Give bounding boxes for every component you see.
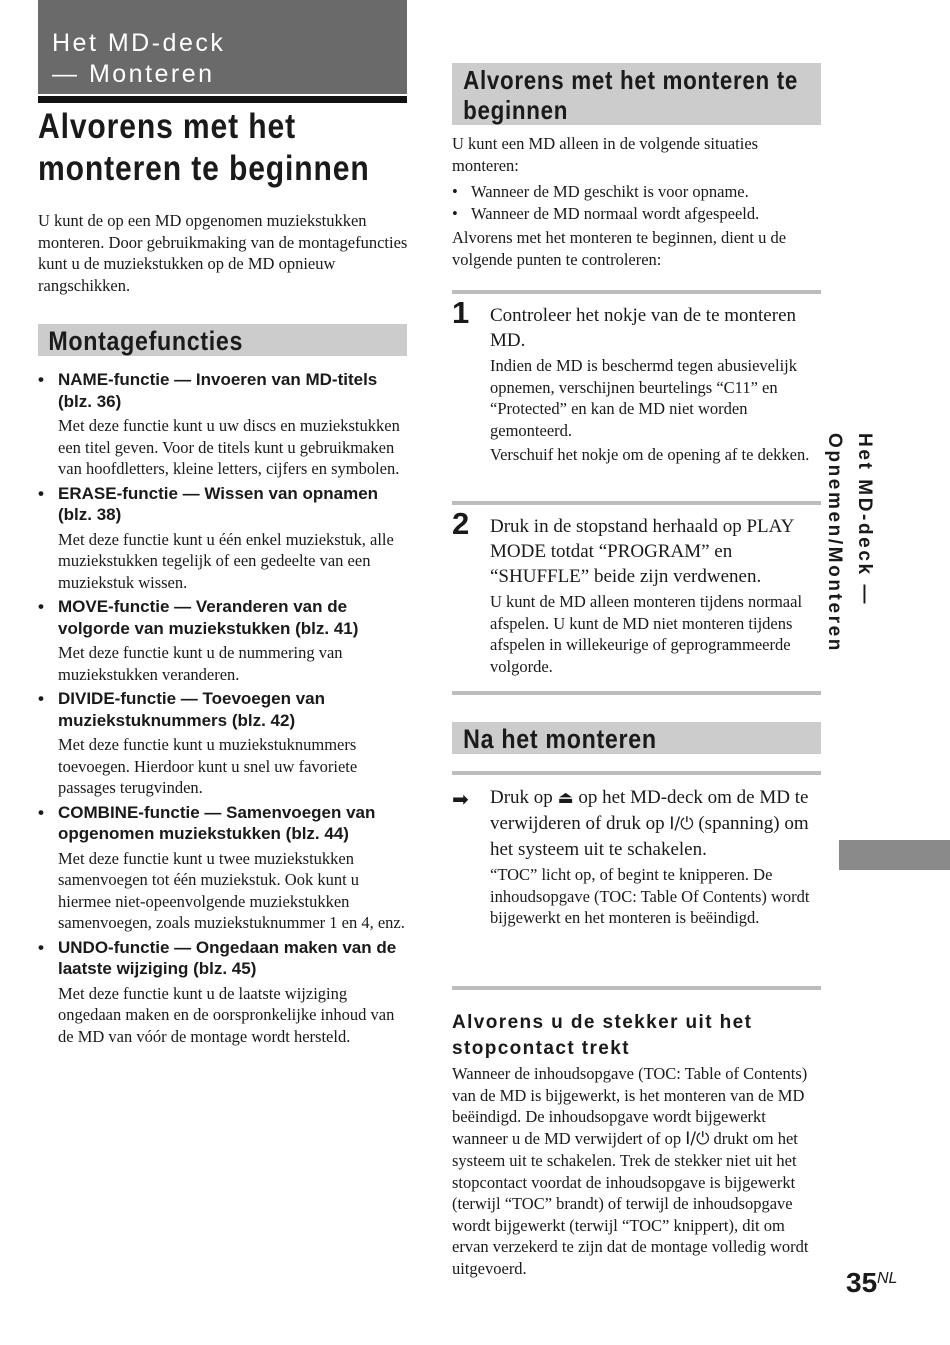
after-step (490, 785, 825, 929)
bullet-icon: • (452, 182, 458, 201)
after-instruction (490, 785, 825, 862)
function-title: DIVIDE-functie — Toevoegen van muziekstuknummers (blz. 42) (58, 689, 326, 730)
function-title: NAME-functie — Invoeren van MD-titels (blz. 36) (58, 370, 378, 411)
after-heading-box (452, 722, 821, 754)
bullet-icon: • (452, 203, 458, 223)
step-description: Indien de MD is beschermd tegen abusievelijk opnemen, verschijnen beurtelings “C11” en “Protected” en kan de MD niet worden gemonteerd. (490, 356, 797, 440)
function-title: MOVE-functie — Veranderen van de volgorde van muziekstukken (blz. 41) (58, 597, 359, 638)
step-title: Druk in de stopstand herhaald op PLAY MODE totdat “PROGRAM” en “SHUFFLE” beide zijn verdwenen. (490, 516, 794, 587)
bullet-icon: • (38, 483, 44, 503)
divider (452, 501, 821, 505)
banner-rule (38, 96, 407, 103)
arrow-right-icon: ➡ (452, 787, 469, 811)
montage-heading: Montagefuncties (48, 326, 244, 356)
before-heading-box (452, 63, 821, 125)
function-item (38, 369, 410, 480)
step-description: U kunt de MD alleen monteren tijdens normaal afspelen. U kunt de MD niet monteren tijdens afspelen in willekeurige of geprogrammeerde volgorde. (490, 592, 803, 676)
bullet-icon: • (38, 689, 44, 708)
bullet-icon: • (38, 802, 44, 822)
bullet-icon: • (38, 370, 44, 389)
function-item (38, 937, 410, 1048)
unplug-text-1: Wanneer de inhoudsopgave (TOC: Table of Contents) van de MD is bijgewerkt, is het monteren van de MD beëindigd. De inhoudsopgave wordt bijgewerkt wanneer u de MD verwijdert of op (452, 1064, 808, 1148)
bullet-icon: • (38, 597, 44, 616)
before-heading: Alvorens met het monteren te beginnen (463, 65, 799, 125)
before-intro: U kunt een MD alleen in de volgende situaties monteren: (452, 134, 759, 175)
montage-heading-box (38, 324, 407, 356)
list-item-text: Wanneer de MD normaal wordt afgespeeld. (471, 203, 760, 223)
power-icon: I/⏻ (685, 1128, 710, 1149)
after-text-2: op het MD-deck om de MD te verwijderen of druk op (490, 787, 809, 834)
divider (452, 986, 821, 990)
page-number: 35 (846, 1267, 878, 1298)
function-item (38, 596, 410, 685)
check-intro: Alvorens met het monteren te beginnen, dient u de volgende punten te controleren: (452, 228, 787, 269)
function-description: Met deze functie kunt u de nummering van muziekstukken veranderen. (58, 643, 343, 684)
function-title: ERASE-functie — Wissen van opnamen (blz. 38) (58, 483, 379, 524)
function-description: Met deze functie kunt u de laatste wijziging ongedaan maken en de oorspronkelijke inhoud van de MD van vóór de montage wordt hersteld. (58, 983, 395, 1046)
side-section-label: Het MD-deck — Opnemen/Monteren (824, 433, 875, 654)
function-item (38, 802, 410, 934)
section-banner-line2: — Monteren (52, 60, 215, 88)
section-banner (38, 0, 407, 94)
eject-icon: ⏏ (557, 788, 574, 808)
power-icon: I/⏻ (669, 814, 694, 834)
list-item-text: Wanneer de MD geschikt is voor opname. (471, 182, 749, 201)
intro-paragraph: U kunt de op een MD opgenomen muziekstukken monteren. Door gebruikmaking van de montagefuncties kunt u de muziekstukken op de MD opnieuw rangschikken. (38, 211, 408, 295)
page-title-line1: Alvorens met het (38, 107, 296, 146)
step-1 (490, 303, 825, 466)
divider (452, 290, 821, 294)
function-item (38, 483, 410, 594)
page-title-line2: monteren te beginnen (38, 149, 370, 188)
situation-list (452, 181, 824, 224)
function-description: Met deze functie kunt u twee muziekstukken samenvoegen tot één muziekstuk. Ook kunt u hiermee niet-opeenvolgende muziekstukken samenvoegen, zoals muziekstuknummer 1 en 4, enz. (58, 848, 405, 932)
bullet-icon: • (38, 937, 44, 957)
function-description: Met deze functie kunt u muziekstuknummers toevoegen. Hierdoor kunt u snel uw favoriete passages terugvinden. (58, 735, 358, 797)
side-tab-marker (839, 840, 950, 870)
before-section (452, 133, 824, 270)
list-item (452, 181, 824, 203)
after-heading: Na het monteren (463, 724, 657, 754)
step-description: Verschuif het nokje om de opening af te dekken. (490, 445, 810, 464)
list-item (452, 203, 824, 225)
step-2 (490, 514, 825, 677)
step-title: Controleer het nokje van de te monteren MD. (490, 305, 797, 351)
page-language-suffix: NL (877, 1270, 898, 1287)
divider (452, 691, 821, 695)
after-text-3: (spanning) om het systeem uit te schakelen. (490, 813, 809, 860)
function-list (38, 369, 410, 1050)
section-banner-line1: Het MD-deck (52, 29, 226, 57)
after-text-1: Druk op (490, 787, 558, 808)
after-description: “TOC” licht op, of begint te knipperen. De inhoudsopgave (TOC: Table Of Contents) wordt bijgewerkt en het monteren is beëindigd. (490, 865, 810, 927)
unplug-heading: Alvorens u de stekker uit het stopcontact trekt (452, 1012, 753, 1059)
function-description: Met deze functie kunt u één enkel muziekstuk, alle muziekstukken tegelijk of een gedeelte van een muziekstuk wissen. (58, 529, 394, 592)
step-number: 1 (452, 295, 470, 330)
function-description: Met deze functie kunt u uw discs en muziekstukken een titel geven. Voor de titels kunt u gebruikmaken van hoofdletters, kleine letters, cijfers en symbolen. (58, 416, 400, 478)
function-title: UNDO-functie — Ongedaan maken van de laatste wijziging (blz. 45) (58, 937, 397, 978)
function-item (38, 688, 410, 799)
page-title (38, 106, 370, 190)
step-number: 2 (452, 506, 470, 541)
divider (452, 771, 821, 775)
unplug-paragraph (452, 1063, 824, 1279)
function-title: COMBINE-functie — Samenvoegen van opgenomen muziekstukken (blz. 44) (58, 802, 376, 843)
unplug-text-2: drukt om het systeem uit te schakelen. Trek de stekker niet uit het stopcontact voordat de inhoudsopgave is bijgewerkt (terwijl “TOC” brandt) of terwijl de inhoudsopgave wordt bijgewerkt (terwijl “TOC” knippert), dit om ervan verzekerd te zijn dat de montage volledig wordt uitgevoerd. (452, 1128, 809, 1278)
